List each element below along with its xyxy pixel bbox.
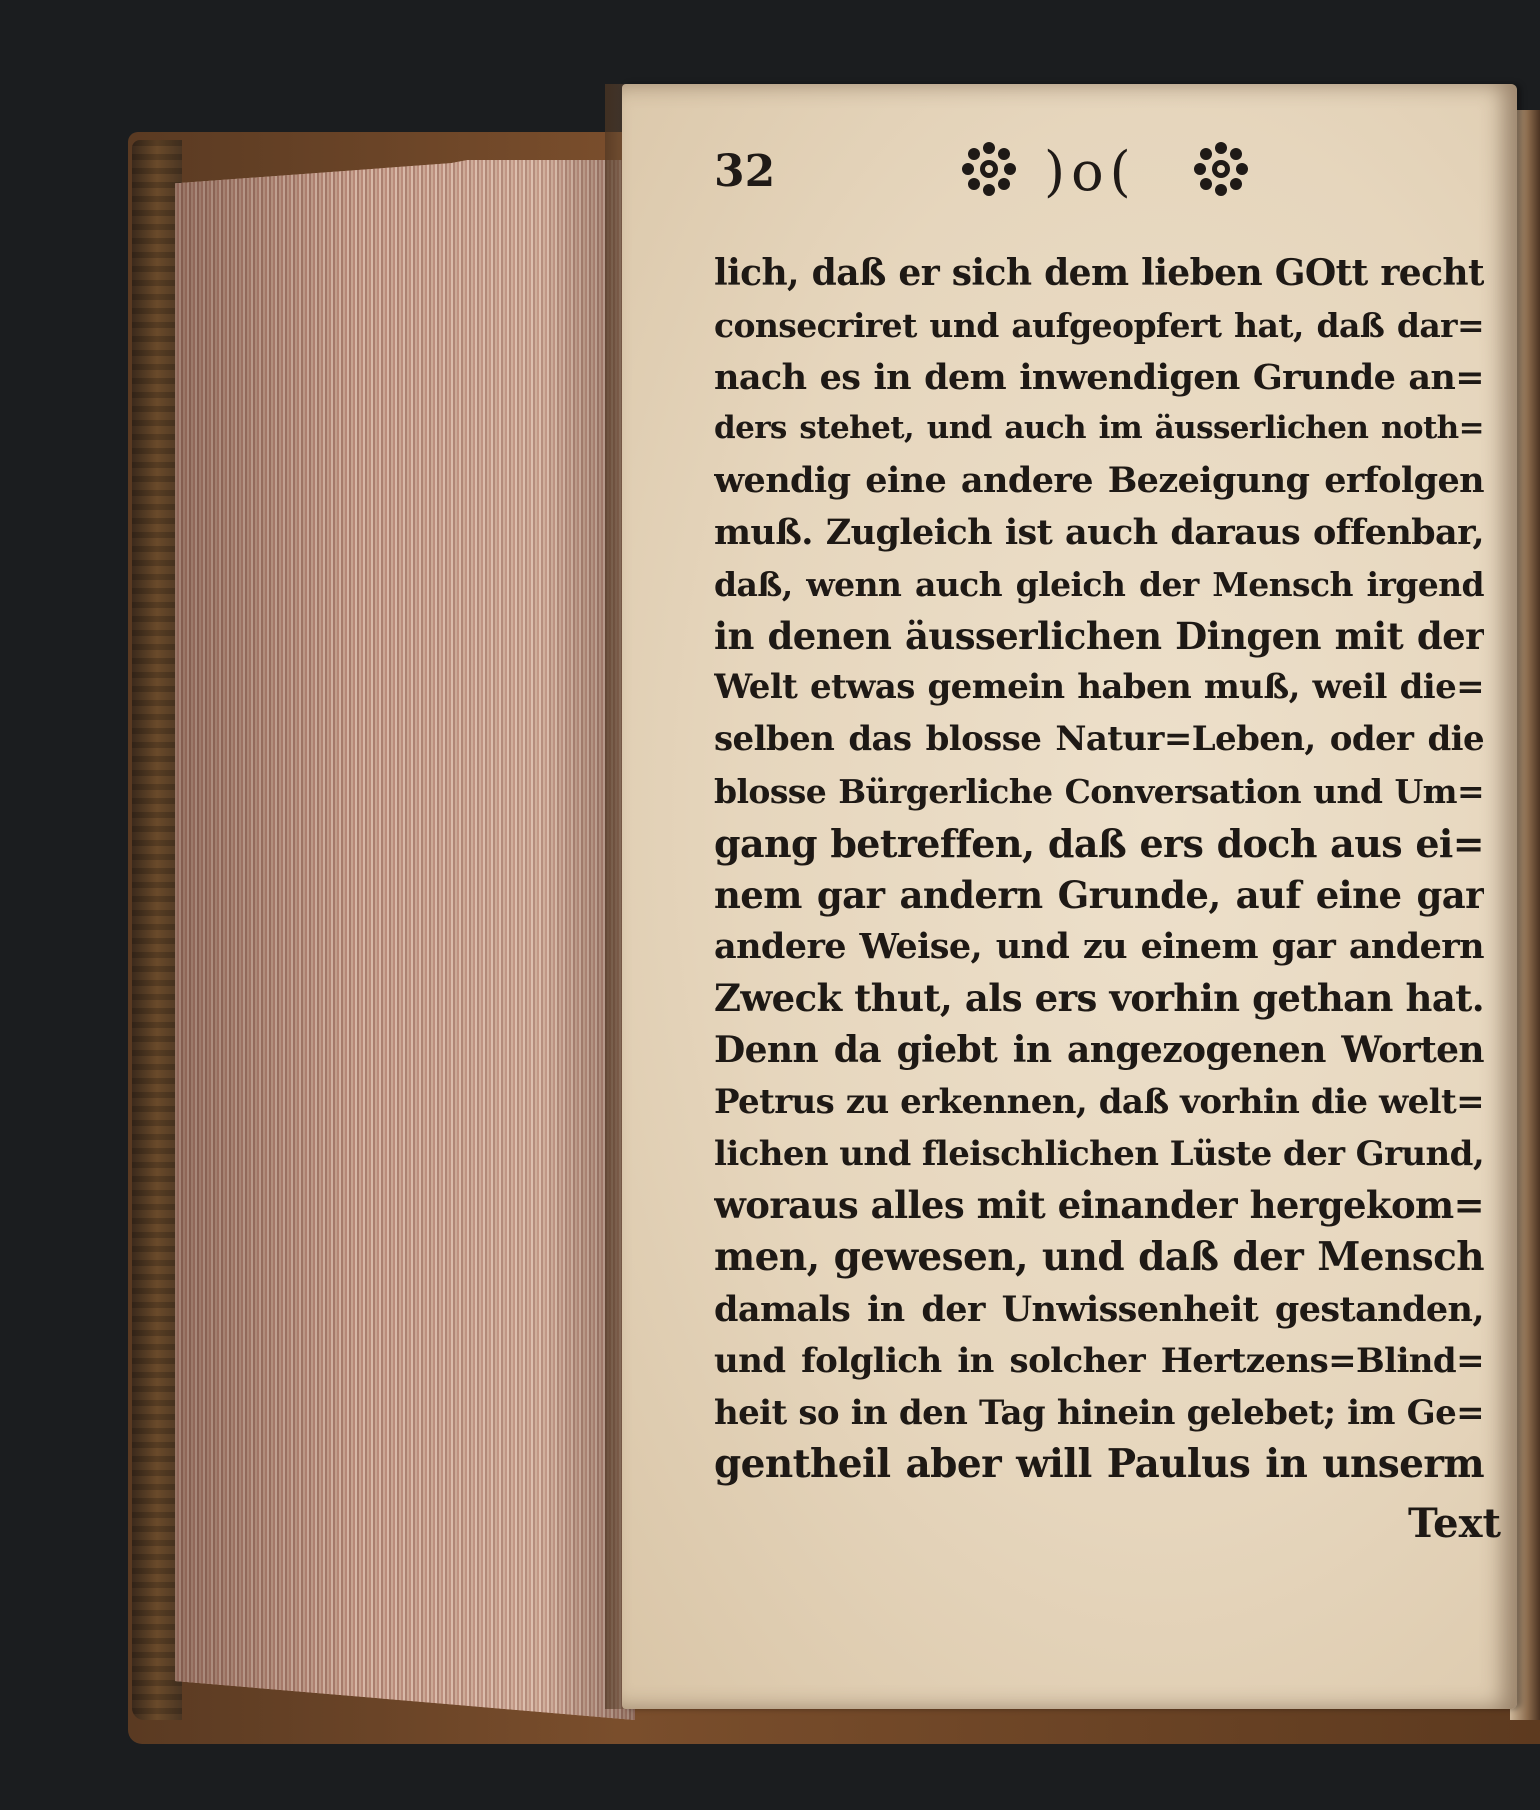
running-head-text: )o( (1044, 140, 1137, 203)
text-line: woraus alles mit einander hergekom= (714, 1183, 1484, 1228)
text-line: Welt etwas gemein haben muß, weil die= (714, 667, 1484, 708)
body-text (714, 248, 1484, 1491)
text-line: gentheil aber will Paulus in unserm (714, 1441, 1484, 1488)
text-line: lichen und fleischlichen Lüste der Grund, (714, 1133, 1484, 1174)
text-line: damals in der Unwissenheit gestanden, (714, 1288, 1484, 1330)
text-line: heit so in den Tag hinein gelebet; im Ge= (714, 1392, 1484, 1433)
text-line: daß, wenn auch gleich der Mensch irgend (714, 564, 1484, 604)
text-line: in denen äusserlichen Dingen mit der (714, 613, 1484, 658)
text-line: Zweck thut, als ers vorhin gethan hat. (714, 976, 1484, 1021)
text-line: consecriret und aufgeopfert hat, daß dar= (714, 305, 1484, 345)
text-line: nach es in dem inwendigen Grunde an= (714, 356, 1484, 398)
page-number: 32 (714, 146, 776, 197)
text-line: muß. Zugleich ist auch daraus offenbar, (714, 511, 1484, 553)
text-line: wendig eine andere Bezeigung erfolgen (714, 460, 1484, 502)
text-line: nem gar andern Grunde, auf eine gar (714, 872, 1484, 917)
running-head (714, 140, 1414, 210)
text-line: blosse Bürgerliche Conversation und Um= (714, 771, 1484, 811)
text-line: ders stehet, und auch im äusserlichen noth= (714, 410, 1484, 447)
text-line: andere Weise, und zu einem gar andern (714, 926, 1484, 968)
text-line: gang betreffen, daß ers doch aus ei= (714, 820, 1484, 866)
book-binding-edge (132, 140, 182, 1720)
text-line: lich, daß er sich dem lieben GOtt recht (714, 252, 1484, 294)
text-line: men, gewesen, und daß der Mensch (714, 1234, 1484, 1281)
text-line: Denn da giebt in angezogenen Worten (714, 1028, 1484, 1071)
text-line: und folglich in solcher Hertzens=Blind= (714, 1340, 1484, 1381)
rosette-ornament-icon (1192, 140, 1250, 198)
page-stack-shading (175, 160, 635, 1720)
text-line: selben das blosse Natur=Leben, oder die (714, 719, 1484, 760)
rosette-ornament-icon (960, 140, 1018, 198)
catchword: Text (1408, 1500, 1501, 1547)
text-line: Petrus zu erkennen, daß vorhin die welt= (714, 1081, 1484, 1122)
